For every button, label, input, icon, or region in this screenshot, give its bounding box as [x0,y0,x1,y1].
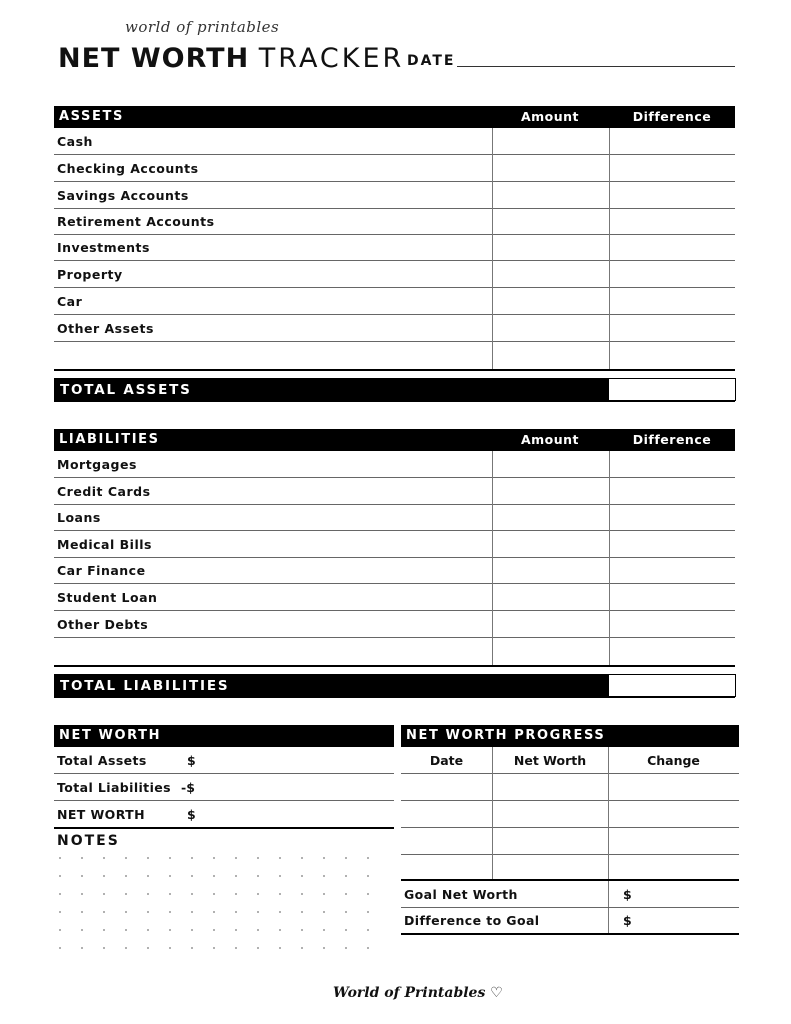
currency-symbol: $ [623,913,632,928]
table-row[interactable] [401,828,739,855]
column-divider [609,451,610,665]
row-label: Savings Accounts [57,188,189,203]
grid-dot [81,857,83,859]
grid-dot [191,893,193,895]
grid-dot [147,893,149,895]
grid-dot [103,911,105,913]
row-label: Medical Bills [57,537,152,552]
grid-dot [323,911,325,913]
net-worth-row[interactable] [54,747,394,774]
grid-dot [125,929,127,931]
grid-dot [103,893,105,895]
title-bold: NET WORTH [58,43,250,74]
grid-dot [147,929,149,931]
goal-row[interactable] [401,881,739,908]
grid-dot [235,893,237,895]
goal-row[interactable] [401,907,739,935]
table-row[interactable] [54,557,735,584]
grid-dot [235,875,237,877]
grid-dot [191,857,193,859]
page-title [58,43,404,74]
grid-dot [323,893,325,895]
row-label: Student Loan [57,590,158,605]
grid-dot [103,929,105,931]
column-divider [492,128,493,369]
grid-dot [213,929,215,931]
grid-dot [147,911,149,913]
row-label: Difference to Goal [404,913,540,928]
grid-dot [125,893,127,895]
table-row[interactable] [54,638,735,664]
grid-dot [169,911,171,913]
liabilities-heading: LIABILITIES [59,432,160,447]
date-label: DATE [407,53,456,69]
grid-dot [235,929,237,931]
grid-dot [257,857,259,859]
column-divider [492,747,493,879]
table-row[interactable] [54,611,735,638]
row-label: Total Liabilities [57,780,171,795]
assets-table [54,128,735,369]
grid-dot [125,947,127,949]
grid-dot [213,911,215,913]
heart-icon: ♡ [490,985,503,1001]
grid-dot [81,929,83,931]
grid-dot [323,875,325,877]
grid-dot [345,857,347,859]
table-row[interactable] [54,128,735,155]
grid-dot [235,911,237,913]
total-assets-label: TOTAL ASSETS [60,382,192,398]
row-label: Other Assets [57,321,154,336]
grid-dot [103,857,105,859]
grid-dot [279,947,281,949]
table-row[interactable] [54,584,735,611]
notes-label: NOTES [57,833,120,849]
grid-dot [59,911,61,913]
net-worth-heading: NET WORTH [59,728,162,743]
grid-dot [59,947,61,949]
grid-dot [125,875,127,877]
row-label: Total Assets [57,753,147,768]
grid-dot [301,947,303,949]
row-label: Car [57,294,83,309]
grid-dot [257,929,259,931]
row-label: Goal Net Worth [404,887,518,902]
grid-dot [345,911,347,913]
brand-tagline: world of printables [125,18,280,36]
currency-symbol: $ [187,807,196,822]
table-row[interactable] [54,288,735,315]
currency-symbol: $ [187,753,196,768]
progress-networth-header: Net Worth [513,753,587,768]
grid-dot [169,875,171,877]
grid-dot [103,947,105,949]
table-row[interactable] [54,451,735,478]
grid-dot [301,911,303,913]
title-light: TRACKER [258,43,405,74]
date-field-line[interactable] [457,66,735,67]
assets-difference-header: Difference [632,109,712,124]
grid-dot [257,893,259,895]
grid-dot [367,893,369,895]
grid-dot [59,857,61,859]
table-row[interactable] [54,342,735,368]
table-row[interactable] [401,801,739,828]
currency-symbol: $ [623,887,632,902]
grid-dot [323,947,325,949]
grid-dot [169,929,171,931]
grid-dot [81,911,83,913]
net-worth-row[interactable] [54,801,394,829]
grid-dot [323,857,325,859]
grid-dot [235,857,237,859]
row-label: Property [57,267,123,282]
total-liabilities-label: TOTAL LIABILITIES [60,678,230,694]
grid-dot [257,947,259,949]
grid-dot [81,875,83,877]
liabilities-amount-header: Amount [520,432,580,447]
table-row[interactable] [54,478,735,505]
progress-change-header: Change [647,753,700,768]
table-row[interactable] [54,182,735,209]
grid-dot [367,947,369,949]
grid-dot [235,947,237,949]
table-row[interactable] [54,234,735,261]
grid-dot [301,929,303,931]
grid-dot [367,911,369,913]
grid-dot [169,893,171,895]
column-divider [609,128,610,369]
liabilities-difference-header: Difference [632,432,712,447]
grid-dot [59,893,61,895]
grid-dot [345,875,347,877]
row-label: Cash [57,134,93,149]
grid-dot [125,911,127,913]
grid-dot [301,893,303,895]
row-label: Investments [57,240,150,255]
grid-dot [257,875,259,877]
table-row[interactable] [54,504,735,531]
grid-dot [191,929,193,931]
progress-header-bar [401,725,739,747]
row-label: Car Finance [57,563,146,578]
grid-dot [345,929,347,931]
grid-dot [301,857,303,859]
grid-dot [279,911,281,913]
liabilities-header-bar [54,429,735,451]
grid-dot [257,911,259,913]
grid-dot [147,857,149,859]
total-assets-field[interactable] [608,378,736,401]
divider [54,665,735,667]
table-row[interactable] [54,261,735,288]
grid-dot [169,857,171,859]
notes-dot-grid[interactable] [57,855,397,955]
grid-dot [81,893,83,895]
total-liabilities-field[interactable] [608,674,736,697]
grid-dot [103,875,105,877]
liabilities-table [54,451,735,665]
row-label: Retirement Accounts [57,214,215,229]
grid-dot [279,857,281,859]
progress-header-row [401,747,739,774]
footer-brand [333,985,503,1001]
progress-date-header: Date [429,753,464,768]
grid-dot [345,893,347,895]
grid-dot [59,875,61,877]
table-row[interactable] [54,315,735,342]
grid-dot [213,875,215,877]
assets-header-bar [54,106,735,128]
column-divider [492,451,493,665]
assets-heading: ASSETS [59,109,124,124]
row-label: Checking Accounts [57,161,199,176]
row-label: NET WORTH [57,807,145,822]
net-worth-row[interactable] [54,774,394,801]
grid-dot [125,857,127,859]
footer-brand-text: World of Printables [333,985,486,1001]
grid-dot [301,875,303,877]
grid-dot [191,875,193,877]
table-row[interactable] [401,774,739,801]
grid-dot [191,911,193,913]
grid-dot [191,947,193,949]
row-label: Other Debts [57,617,149,632]
grid-dot [323,929,325,931]
grid-dot [367,929,369,931]
grid-dot [345,947,347,949]
grid-dot [279,929,281,931]
table-row[interactable] [54,208,735,235]
grid-dot [213,893,215,895]
grid-dot [367,875,369,877]
grid-dot [59,929,61,931]
grid-dot [147,947,149,949]
grid-dot [147,875,149,877]
net-worth-header-bar [54,725,394,747]
currency-symbol: -$ [181,780,195,795]
grid-dot [213,947,215,949]
assets-amount-header: Amount [520,109,580,124]
divider [54,369,735,371]
grid-dot [279,875,281,877]
grid-dot [169,947,171,949]
row-label: Loans [57,510,101,525]
grid-dot [81,947,83,949]
table-row[interactable] [54,531,735,558]
row-label: Credit Cards [57,484,151,499]
row-label: Mortgages [57,457,137,472]
grid-dot [213,857,215,859]
grid-dot [279,893,281,895]
progress-heading: NET WORTH PROGRESS [406,728,606,743]
table-row[interactable] [54,155,735,182]
grid-dot [367,857,369,859]
